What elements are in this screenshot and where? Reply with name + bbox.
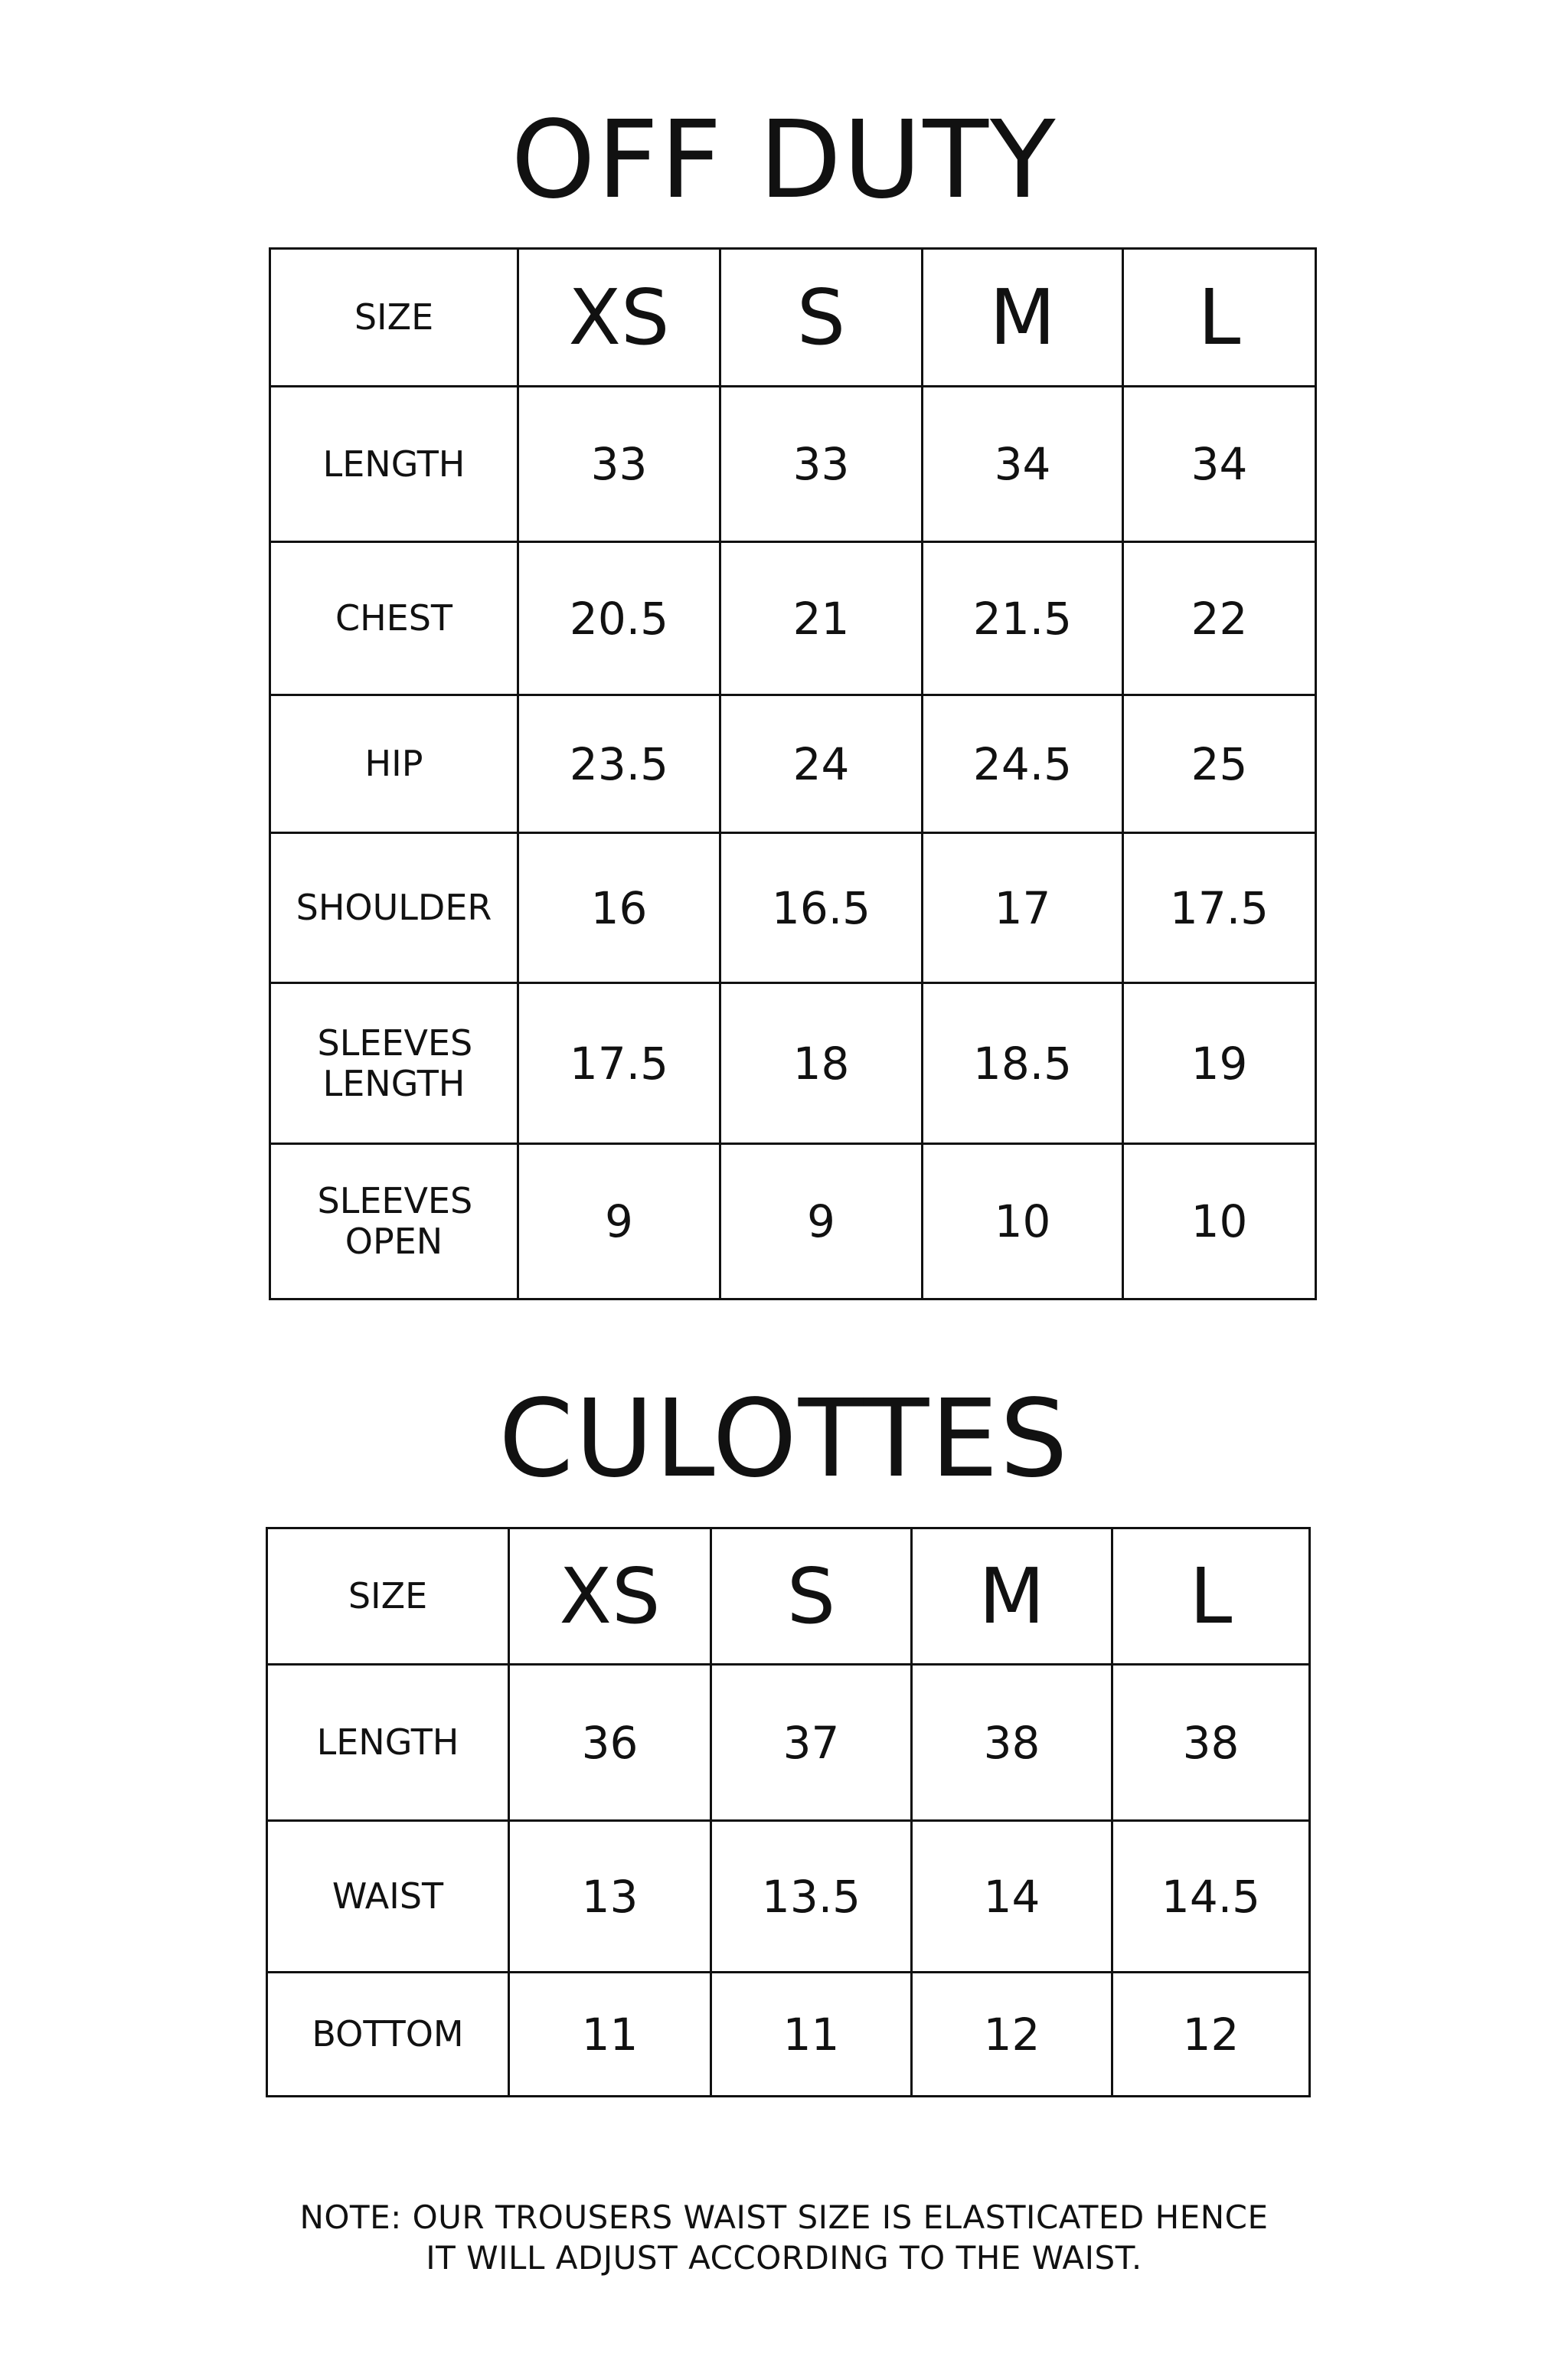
table-cell: 34 (1123, 387, 1316, 542)
table-row-shoulder (270, 833, 1316, 983)
table-cell: 34 (923, 387, 1123, 542)
table-cell: 17.5 (1123, 833, 1316, 983)
size-xs-header: XS (518, 249, 720, 387)
table-cell: 16.5 (720, 833, 923, 983)
row-label: CHEST (270, 542, 518, 695)
table-cell: 11 (711, 1973, 912, 2097)
row-label (270, 983, 518, 1144)
culottes-title: CULOTTES (498, 1377, 1070, 1502)
table-cell: 17.5 (518, 983, 720, 1144)
table-cell: 12 (1112, 1973, 1310, 2097)
note-line-1: NOTE: OUR TROUSERS WAIST SIZE IS ELASTICATED HENCE (299, 2198, 1269, 2236)
table-cell: 23.5 (518, 695, 720, 833)
size-s-header: S (711, 1528, 912, 1665)
row-label: WAIST (267, 1821, 509, 1973)
row-label-text: SLEEVES LENGTH (317, 1022, 473, 1104)
table-cell: 10 (1123, 1144, 1316, 1299)
row-label: LENGTH (270, 387, 518, 542)
row-label: LENGTH (267, 1665, 509, 1821)
table-row-chest (270, 542, 1316, 695)
size-m-header: M (912, 1528, 1112, 1665)
table-cell: 13.5 (711, 1821, 912, 1973)
table-cell: 20.5 (518, 542, 720, 695)
table-cell: 14.5 (1112, 1821, 1310, 1973)
table-cell: 21 (720, 542, 923, 695)
table-row-bottom (267, 1973, 1310, 2097)
size-label: SIZE (267, 1528, 509, 1665)
table-cell: 9 (518, 1144, 720, 1299)
off-duty-title: OFF DUTY (511, 98, 1057, 223)
table-cell: 38 (1112, 1665, 1310, 1821)
table-cell: 12 (912, 1973, 1112, 2097)
size-header-row (270, 249, 1316, 387)
table-cell: 17 (923, 833, 1123, 983)
table-row-length (267, 1665, 1310, 1821)
size-header-row (267, 1528, 1310, 1665)
table-cell: 38 (912, 1665, 1112, 1821)
table-row-sleeves-length (270, 983, 1316, 1144)
table-cell: 25 (1123, 695, 1316, 833)
table-cell: 37 (711, 1665, 912, 1821)
size-l-header: L (1123, 249, 1316, 387)
size-m-header: M (923, 249, 1123, 387)
table-cell: 21.5 (923, 542, 1123, 695)
size-l-header: L (1112, 1528, 1310, 1665)
size-xs-header: XS (509, 1528, 711, 1665)
table-cell: 36 (509, 1665, 711, 1821)
table-cell: 22 (1123, 542, 1316, 695)
row-label: BOTTOM (267, 1973, 509, 2097)
table-cell: 24.5 (923, 695, 1123, 833)
size-s-header: S (720, 249, 923, 387)
table-cell: 19 (1123, 983, 1316, 1144)
elastic-waist-note (0, 2198, 1568, 2278)
table-row-waist (267, 1821, 1310, 1973)
table-cell: 10 (923, 1144, 1123, 1299)
table-cell: 16 (518, 833, 720, 983)
table-row-length (270, 387, 1316, 542)
row-label (270, 1144, 518, 1299)
off-duty-size-table (269, 247, 1317, 1300)
table-cell: 33 (720, 387, 923, 542)
row-label: SHOULDER (270, 833, 518, 983)
table-cell: 18.5 (923, 983, 1123, 1144)
table-cell: 18 (720, 983, 923, 1144)
table-cell: 24 (720, 695, 923, 833)
table-cell: 14 (912, 1821, 1112, 1973)
table-row-sleeves-open (270, 1144, 1316, 1299)
culottes-size-table (266, 1527, 1311, 2097)
size-label: SIZE (270, 249, 518, 387)
row-label-text: SLEEVES OPEN (317, 1180, 473, 1262)
table-row-hip (270, 695, 1316, 833)
table-cell: 11 (509, 1973, 711, 2097)
note-line-2: IT WILL ADJUST ACCORDING TO THE WAIST. (426, 2238, 1142, 2277)
row-label: HIP (270, 695, 518, 833)
table-cell: 9 (720, 1144, 923, 1299)
table-cell: 13 (509, 1821, 711, 1973)
table-cell: 33 (518, 387, 720, 542)
